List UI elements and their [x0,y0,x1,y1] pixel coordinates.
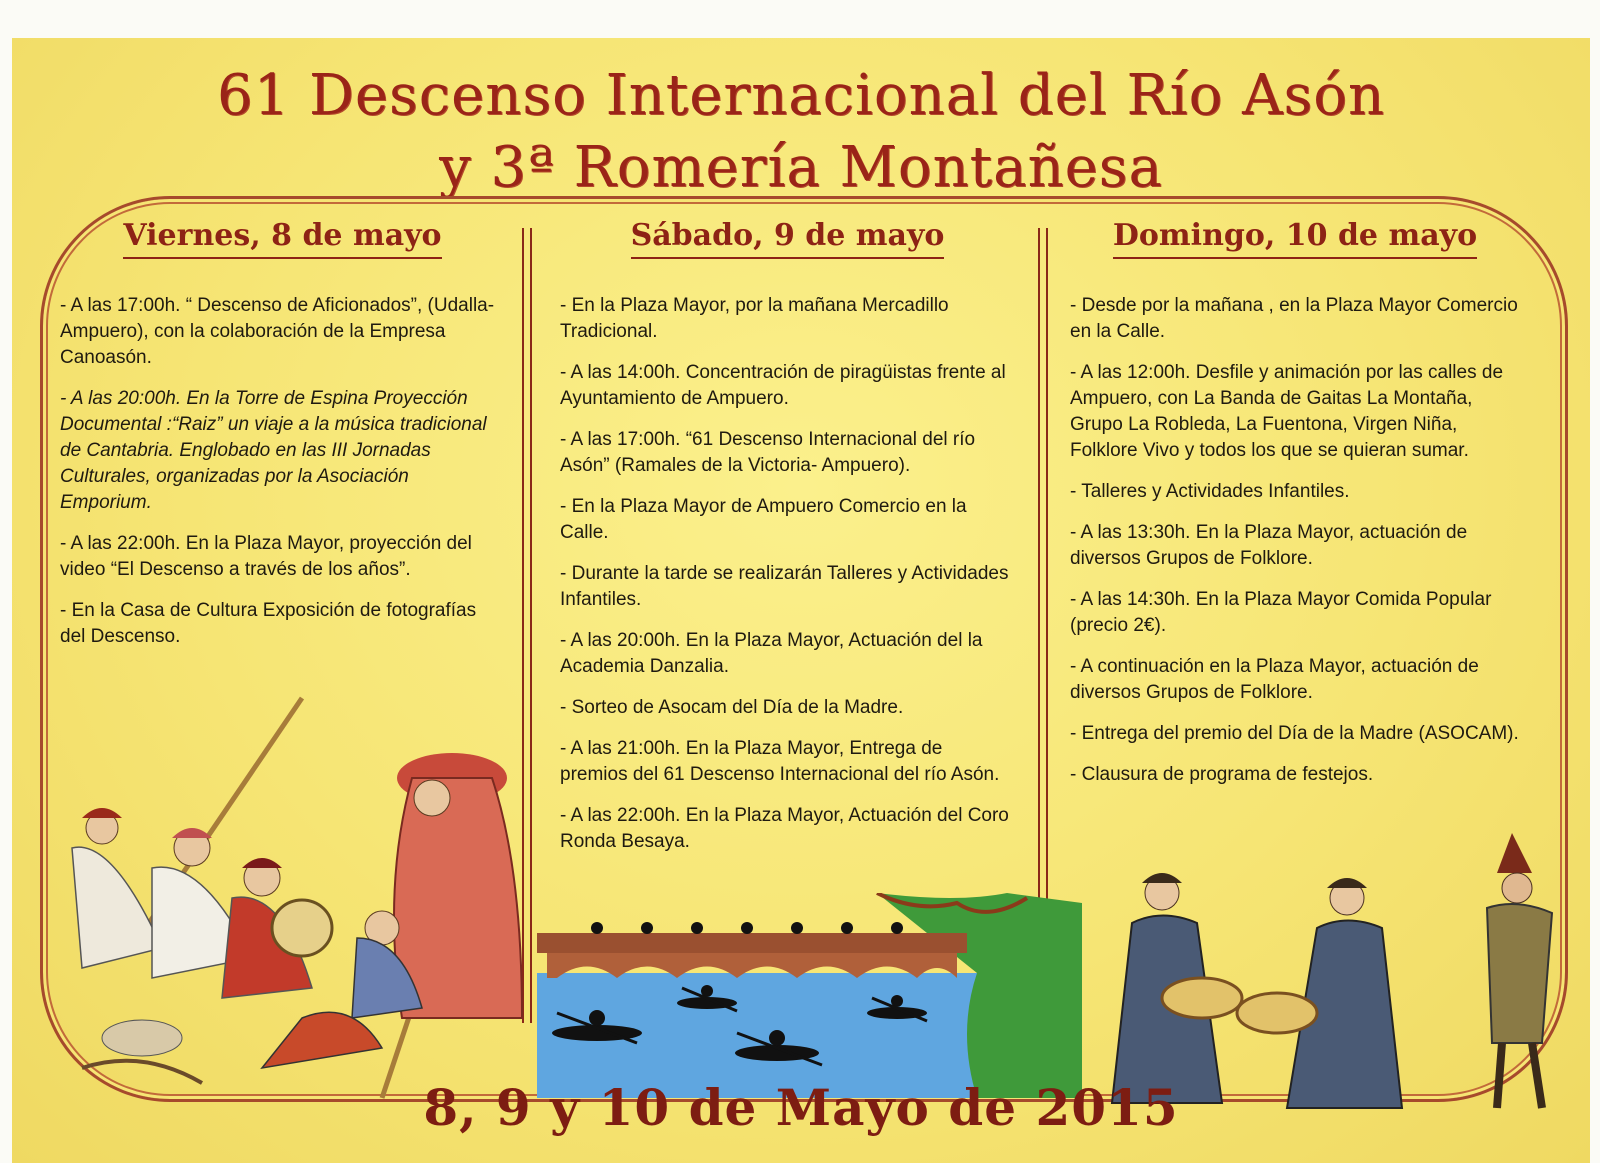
event-item: - En la Casa de Cultura Exposición de fotografías del Descenso. [60,600,477,647]
event-item: - En la Plaza Mayor de Ampuero Comercio en la Calle. [560,496,967,543]
day-column-sabado [560,218,1015,870]
day-heading-domingo: Domingo, 10 de mayo [1113,218,1477,259]
event-item: - En la Plaza Mayor, por la mañana Mercadillo Tradicional. [560,295,949,342]
event-item: - Desde por la mañana , en la Plaza Mayor Comercio en la Calle. [1070,295,1518,342]
poster-title-line-1: 61 Descenso Internacional del Río Asón [216,63,1386,128]
poster [12,38,1590,1163]
event-item: - A las 20:00h. En la Plaza Mayor, Actuación del la Academia Danzalia. [560,630,983,677]
bridge-kayaks-illustration [537,893,1082,1098]
event-item: - Talleres y Actividades Infantiles. [1070,481,1350,502]
folk-dancers-illustration [52,688,532,1108]
event-dates-footer: 8, 9 y 10 de Mayo de 2015 [423,1078,1179,1137]
event-item: - A las 14:30h. En la Plaza Mayor Comida Popular (precio 2€). [1070,589,1492,636]
day-column-domingo [1070,218,1520,803]
event-item: - A continuación en la Plaza Mayor, actuación de diversos Grupos de Folklore. [1070,656,1479,703]
poster-title-line-2: y 3ª Romería Montañesa [439,135,1163,200]
event-item: - Clausura de programa de festejos. [1070,764,1374,785]
event-item: - A las 21:00h. En la Plaza Mayor, Entrega de premios del 61 Descenso Internacional del río Asón. [560,738,1000,785]
event-item: - A las 17:00h. “ Descenso de Aficionados”, (Udalla-Ampuero), con la colaboración de la Empresa Canoasón. [60,295,495,368]
event-item: - A las 22:00h. En la Plaza Mayor, proyección del video “El Descenso a través de los años”. [60,533,472,580]
day-heading-sabado: Sábado, 9 de mayo [631,218,945,259]
day-heading-viernes: Viernes, 8 de mayo [123,218,441,259]
event-item: - Sorteo de Asocam del Día de la Madre. [560,697,904,718]
event-item: - A las 14:00h. Concentración de piragüistas frente al Ayuntamiento de Ampuero. [560,362,1006,409]
event-item: - A las 20:00h. En la Torre de Espina Proyección Documental :“Raiz” un viaje a la música tradicional de Cantabria. Englobado en las III Jornadas Culturales, organizadas por la Asociación Emporium. [60,388,487,513]
event-item: - A las 17:00h. “61 Descenso Internacional del río Asón” (Ramales de la Victoria- Ampuero). [560,429,976,476]
event-item: - Durante la tarde se realizarán Talleres y Actividades Infantiles. [560,563,1009,610]
event-item: - Entrega del premio del Día de la Madre (ASOCAM). [1070,723,1519,744]
day-column-viernes [60,218,505,665]
event-item: - A las 12:00h. Desfile y animación por las calles de Ampuero, con La Banda de Gaitas La Montaña, Grupo La Robleda, La Fuentona, Virgen Niña, Folklore Vivo y todos los que se quieran sumar. [1070,362,1504,461]
folk-dancers-right-illustration [1102,823,1582,1113]
event-item: - A las 22:00h. En la Plaza Mayor, Actuación del Coro Ronda Besaya. [560,805,1009,852]
event-item: - A las 13:30h. En la Plaza Mayor, actuación de diversos Grupos de Folklore. [1070,522,1468,569]
